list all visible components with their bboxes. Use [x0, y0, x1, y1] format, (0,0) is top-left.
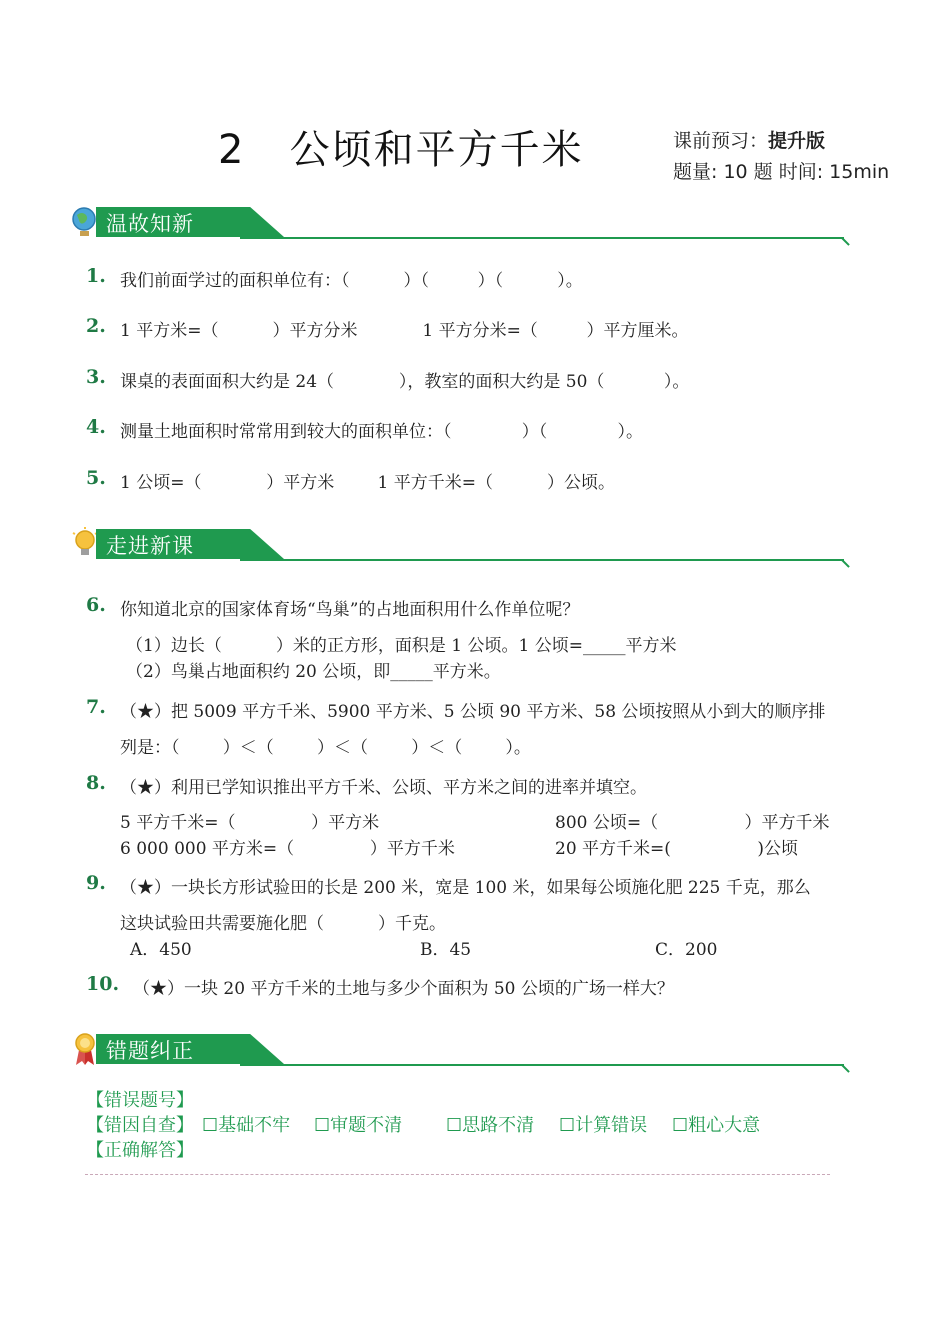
error-option-calculation[interactable]: ☐计算错误	[559, 1115, 648, 1136]
error-cause-label: 【错因自查】	[86, 1115, 194, 1136]
wrong-question-number-label: 【错误题号】	[86, 1090, 194, 1111]
question-number: 4.	[86, 416, 106, 438]
question-number: 6.	[86, 594, 106, 616]
question-number: 7.	[86, 696, 106, 718]
question-number: 5.	[86, 467, 106, 489]
question-9	[86, 872, 106, 894]
question-6	[86, 594, 106, 616]
question-number: 2.	[86, 315, 106, 337]
error-option-basic[interactable]: ☐基础不牢	[202, 1115, 291, 1136]
error-option-thinking[interactable]: ☐思路不清	[446, 1115, 535, 1136]
correct-answer-label: 【正确解答】	[86, 1140, 194, 1161]
question-8-text: （★）利用已学知识推出平方千米、公顷、平方米之间的进率并填空。	[120, 778, 647, 798]
question-8-fill-b: 800 公顷=（ ）平方千米	[555, 813, 830, 833]
preview-label-row	[673, 126, 825, 153]
question-7-cont: 列是：（ ）＜（ ）＜（ ）＜（ ）。	[120, 738, 531, 758]
question-4-text: 测量土地面积时常常用到较大的面积单位：（ ）（ ）。	[120, 422, 643, 442]
question-10-text: （★）一块 20 平方千米的土地与多少个面积为 50 公顷的广场一样大？	[133, 979, 674, 999]
question-3-text: 课桌的表面面积大约是 24（ ），教室的面积大约是 50（ ）。	[120, 372, 690, 392]
lightbulb-icon	[70, 527, 100, 561]
section-title-new-lesson: 走进新课	[106, 534, 194, 558]
globe-icon	[70, 205, 100, 239]
preview-label: 课前预习：	[673, 130, 769, 152]
question-number: 1.	[86, 265, 106, 287]
question-8	[86, 772, 106, 794]
question-number: 10.	[86, 973, 120, 995]
question-9-cont: 这块试验田共需要施化肥（ ）千克。	[120, 914, 447, 934]
question-9-text: （★）一块长方形试验田的长是 200 米，宽是 100 米，如果每公顷施化肥 225 千克，那么	[120, 878, 811, 898]
question-2	[86, 315, 106, 337]
question-8-fill-d: 20 平方千米=( )公顷	[555, 839, 799, 859]
error-option-reading[interactable]: ☐审题不清	[314, 1115, 403, 1136]
question-6-sub-1: （1）边长（ ）米的正方形，面积是 1 公顷。1 公顷=_____平方米	[126, 636, 677, 656]
error-option-careless[interactable]: ☐粗心大意	[672, 1115, 761, 1136]
section-banner-new-lesson	[70, 527, 850, 561]
medal-icon	[70, 1032, 100, 1066]
option-a: A．450	[130, 940, 192, 960]
question-8-fill-a: 5 平方千米=（ ）平方米	[120, 813, 380, 833]
question-1	[86, 265, 106, 287]
divider	[85, 1174, 830, 1175]
question-number: 3.	[86, 366, 106, 388]
question-6-sub-2: （2）鸟巢占地面积约 20 公顷，即_____平方米。	[126, 662, 501, 682]
option-b: B．45	[420, 940, 472, 960]
section-banner-review	[70, 205, 850, 239]
question-stats: 题量: 10 题 时间: 15min	[673, 161, 890, 183]
question-number: 9.	[86, 872, 106, 894]
question-7-text: （★）把 5009 平方千米、5900 平方米、5 公顷 90 平方米、58 公顷按照从小到大的顺序排	[120, 702, 826, 722]
question-5-text: 1 公顷=（ ）平方米 1 平方千米=（ ）公顷。	[120, 473, 616, 493]
question-2-text: 1 平方米=（ ）平方分米 1 平方分米=（ ）平方厘米。	[120, 321, 689, 341]
question-4	[86, 416, 106, 438]
question-8-fill-c: 6 000 000 平方米=（ ）平方千米	[120, 839, 455, 859]
page-title: 2 公顷和平方千米	[218, 127, 584, 173]
question-1-text: 我们前面学过的面积单位有：（ ）（ ）（ ）。	[120, 271, 583, 291]
question-10	[86, 973, 119, 995]
question-7	[86, 696, 106, 718]
preview-level: 提升版	[768, 130, 826, 152]
question-3	[86, 366, 106, 388]
question-5	[86, 467, 106, 489]
section-title-review: 温故知新	[106, 212, 194, 236]
section-title-correction: 错题纠正	[106, 1039, 194, 1063]
question-number: 8.	[86, 772, 106, 794]
question-6-text: 你知道北京的国家体育场“鸟巢”的占地面积用什么作单位呢？	[120, 600, 580, 620]
section-banner-correction	[70, 1032, 850, 1066]
option-c: C．200	[655, 940, 718, 960]
